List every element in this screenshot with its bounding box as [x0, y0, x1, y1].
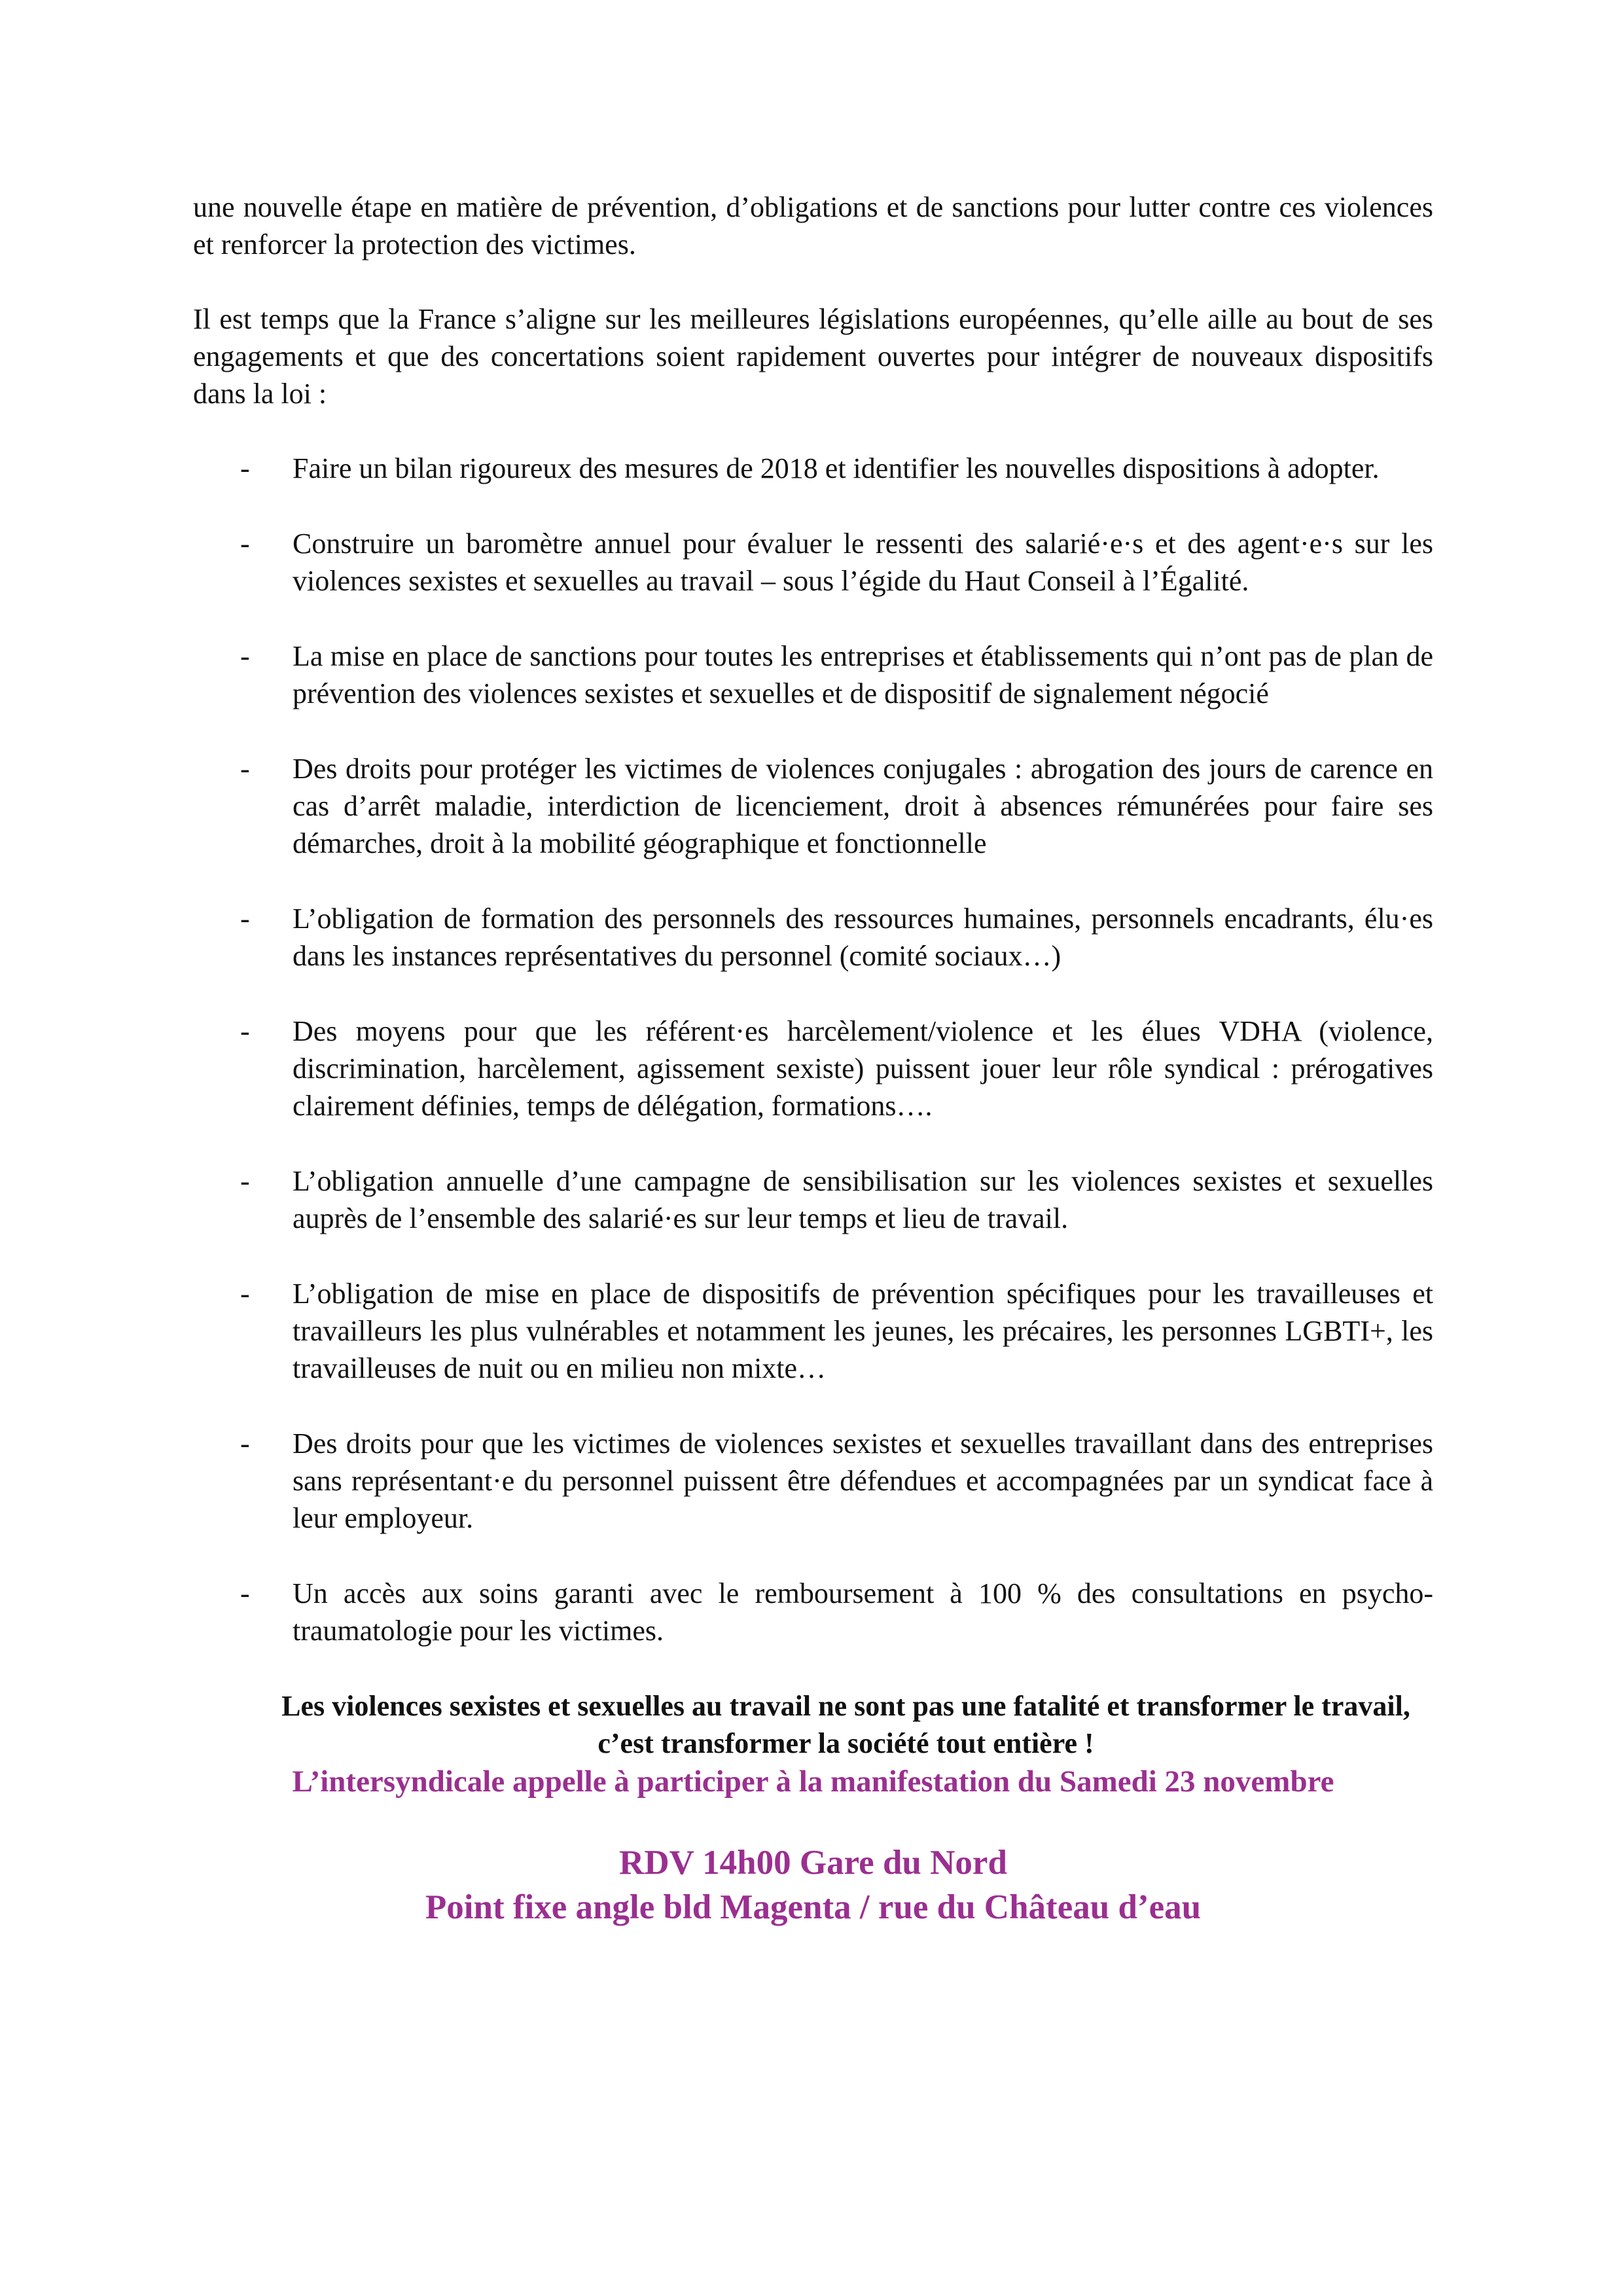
list-item-text: L’obligation de formation des personnels des ressources humaines, personnels encadrants, élu·es dans les instances représentatives du personnel (comité sociaux…) [293, 903, 1433, 972]
bullet-dash: - [240, 903, 250, 935]
list-item [193, 1425, 1433, 1537]
intro-paragraph: une nouvelle étape en matière de prévention, d’obligations et de sanctions pour lutter contre ces violences et renforcer la protection des victimes. [193, 191, 1433, 260]
list-item [193, 900, 1433, 975]
bullet-dash: - [240, 1278, 250, 1310]
bullet-dash: - [240, 452, 250, 484]
list-item-text: La mise en place de sanctions pour toutes les entreprises et établissements qui n’ont pas de plan de prévention des violences sexistes et sexuelles et de dispositif de signalement négocié [293, 640, 1433, 709]
closing-statement: Les violences sexistes et sexuelles au travail ne sont pas une fatalité et transformer le travail, c’est transformer la société tout entière ! [281, 1690, 1410, 1759]
meeting-point-line: RDV 14h00 Gare du Nord [619, 1844, 1007, 1882]
list-item [193, 525, 1433, 600]
list-item-text: Un accès aux soins garanti avec le remboursement à 100 % des consultations en psycho-traumatologie pour les victimes. [293, 1577, 1433, 1647]
list-item-text: L’obligation de mise en place de dispositifs de prévention spécifiques pour les travailleuses et travailleurs les plus vulnérables et notamment les jeunes, les précaires, les personnes LGBTI+, les travailleuses de nuit ou en milieu non mixte… [293, 1278, 1433, 1384]
list-item [193, 1575, 1433, 1649]
list-item [193, 1013, 1433, 1124]
bullet-dash: - [240, 528, 250, 560]
spacer [193, 1801, 1433, 1840]
meeting-location-line: Point fixe angle bld Magenta / rue du Château d’eau [425, 1888, 1202, 1926]
call-to-action: L’intersyndicale appelle à participer à la manifestation du Samedi 23 novembre [292, 1765, 1334, 1799]
bullet-dash: - [240, 640, 250, 672]
bullet-dash: - [240, 1015, 250, 1047]
bullet-dash: - [240, 1165, 250, 1197]
bullet-dash: - [240, 1427, 250, 1460]
demands-list [193, 450, 1433, 1649]
list-item-text: Des moyens pour que les référent·es harcèlement/violence et les élues VDHA (violence, discrimination, harcèlement, agissement sexiste) puissent jouer leur rôle syndical : prérogatives clairement définies, temps de délégation, formations…. [293, 1015, 1433, 1122]
list-item-text: Des droits pour protéger les victimes de violences conjugales : abrogation des jours de carence en cas d’arrêt maladie, interdiction de licenciement, droit à absences rémunérées pour faire ses démarches, droit à la mobilité géographique et fonctionnelle [293, 753, 1433, 859]
list-item [193, 450, 1433, 487]
list-item [193, 1275, 1433, 1387]
list-item [193, 750, 1433, 862]
list-item-text: Construire un baromètre annuel pour évaluer le ressenti des salarié·e·s et des agent·e·s sur les violences sexistes et sexuelles au travail – sous l’égide du Haut Conseil à l’Égalité. [293, 528, 1433, 597]
list-item-text: L’obligation annuelle d’une campagne de sensibilisation sur les violences sexistes et sexuelles auprès de l’ensemble des salarié·es sur leur temps et lieu de travail. [293, 1165, 1433, 1234]
bullet-dash: - [240, 753, 250, 785]
list-item-text: Faire un bilan rigoureux des mesures de 2018 et identifier les nouvelles dispositions à adopter. [293, 452, 1380, 484]
bullet-dash: - [240, 1577, 250, 1609]
list-item-text: Des droits pour que les victimes de violences sexistes et sexuelles travaillant dans des entreprises sans représentant·e du personnel puissent être défendues et accompagnées par un syndicat face à leur employeur. [293, 1427, 1433, 1534]
document-body [193, 188, 1433, 1929]
intro-paragraph: Il est temps que la France s’aligne sur les meilleures législations européennes, qu’elle aille au bout de ses engagements et que des concertations soient rapidement ouvertes pour intégrer de nouveaux dispositifs dans la loi : [193, 303, 1433, 410]
list-item [193, 1162, 1433, 1237]
list-item [193, 637, 1433, 712]
